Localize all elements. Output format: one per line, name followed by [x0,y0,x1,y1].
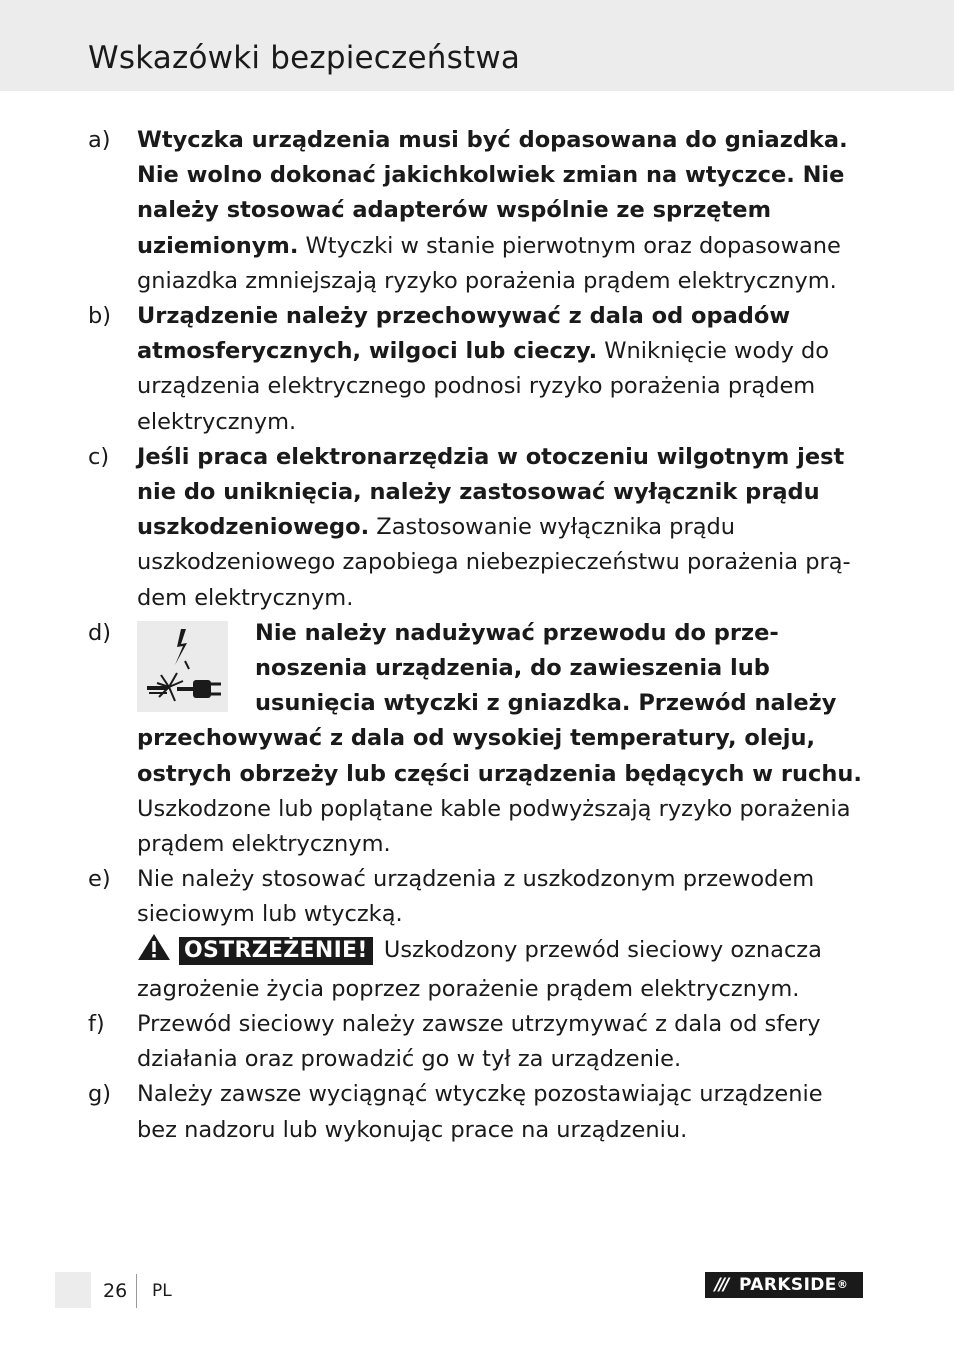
item-text: Zastosowanie wyłącznika prądu uszkodzeniowego zapobiega niebezpieczeństwu porażenia prą-dem elektrycznym. [137,514,851,611]
list-item-b [88,299,868,440]
item-marker: c) [88,443,110,470]
item-marker: b) [88,303,112,330]
brand-slashes: /// [714,1275,728,1295]
item-text: Przewód sieciowy należy zawsze utrzymywać z dala od sfery działania oraz prowadzić go w tył za urządzenie. [137,1011,821,1073]
brand-name-box [737,1272,859,1298]
item-marker: a) [88,127,111,153]
item-body [137,862,868,932]
parkside-logo [705,1272,863,1298]
warning-paragraph [137,933,868,1007]
instruction-list [88,123,868,1148]
item-text: Wtyczki w stanie pierwotnym oraz dopasowane gniazdka zmniejszają ryzyko porażenia prądem elektrycznym. [137,232,841,294]
item-marker: g) [88,1081,112,1108]
language-code: PL [152,1281,172,1301]
item-text: Wniknięcie wody do urządzenia elektrycznego podnosi ryzyko porażenia prądem elektrycznym. [137,338,830,435]
brand-text: PARKSIDE [739,1275,837,1295]
item-body [137,299,868,440]
page-number: 26 [103,1280,128,1302]
item-body [137,1007,868,1077]
footer-box [55,1272,91,1308]
list-item-e [88,862,868,1007]
item-marker: f) [88,1011,105,1038]
list-item-f [88,1007,868,1077]
item-marker: d) [88,619,112,646]
warning-triangle-icon [137,933,171,972]
page-title: Wskazówki bezpieczeństwa [88,40,521,76]
footer-divider [136,1274,137,1308]
item-body [137,1077,868,1147]
item-body [137,123,868,299]
list-item-c [88,440,868,616]
item-bold-text: Nie należy nadużywać przewodu do prze-noszenia urządzenia, do zawieszenia lub usunięcia wtyczki z gniazdka. Przewód należy przechowywać z dala od wysokiej temperatury, oleju, ostrych obrzeży lub części urządzenia będących w ruchu. [137,619,862,787]
list-item-a [88,123,868,299]
item-text: Nie należy stosować urządzenia z uszkodzonym przewodem sieciowym lub wtyczką. [137,866,815,928]
item-bold-text: Wtyczka urządzenia musi być dopasowana do gniazdka. Nie wolno dokonać jakichkolwiek zmian na wtyczce. Nie należy stosować adapterów wspólnie ze sprzętem uziemionym. [137,127,848,259]
warning-text: Uszkodzony przewód sieciowy oznacza zagrożenie życia poprzez porażenie prądem elektrycznym. [137,936,822,1002]
brand-mark: ® [836,1278,849,1291]
item-bold-text: Urządzenie należy przechowywać z dala od opadów atmosferycznych, wilgoci lub cieczy. [137,303,791,365]
brand-name [739,1274,848,1296]
item-body [137,616,868,862]
warning-label: OSTRZEŻENIE! [179,937,373,965]
list-item-g [88,1077,868,1147]
item-bold-text: Jeśli praca elektronarzędzia w otoczeniu wilgotnym jest nie do uniknięcia, należy zastosować wyłącznik prądu uszkodzeniowego. [137,443,845,541]
item-text: Uszkodzone lub poplątane kable podwyższają ryzyko porażenia prądem elektrycznym. [137,795,851,858]
item-text: Należy zawsze wyciągnąć wtyczkę pozostawiając urządzenie bez nadzoru lub wykonując prace na urządzeniu. [137,1081,823,1143]
item-body [137,440,868,616]
damaged-cable-shock-icon [137,621,228,712]
list-item-d [88,616,868,862]
item-marker: e) [88,866,111,893]
